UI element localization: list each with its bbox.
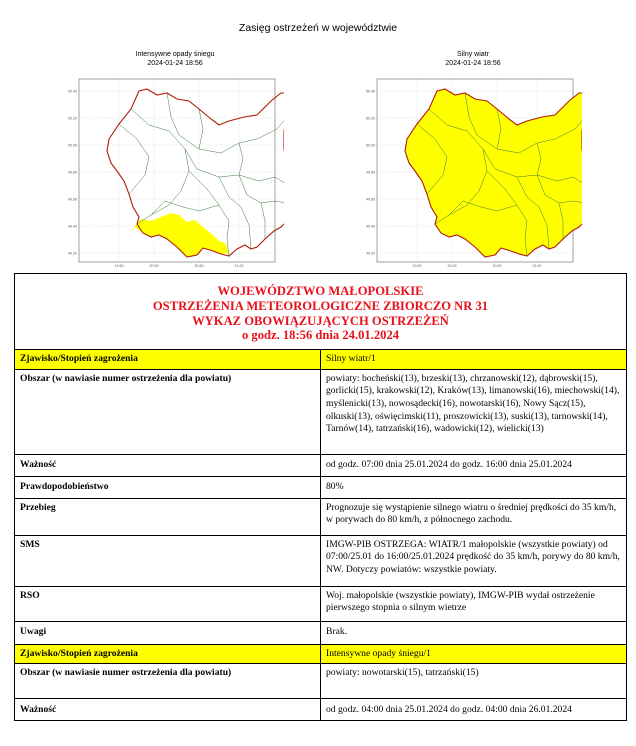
longitude-tick-label: 20.50: [194, 264, 204, 268]
warning-2-area-row: [15, 664, 627, 699]
warning-2-phenomenon-row: [15, 644, 627, 664]
rso-value: Woj. małopolskie (wszystkie powiaty), IMGW-PIB wydał ostrzeżenie pierwszego stopnia o silnym wietrze: [321, 586, 627, 621]
course-label: Przebieg: [15, 498, 321, 535]
map-snow-timestamp: 2024-01-24 18:56: [147, 59, 203, 67]
header-list-title: WYKAZ OBOWIĄZUJĄCYCH OSTRZEŻEŃ: [192, 313, 449, 328]
header-time: o godz. 18:56 dnia 24.01.2024: [241, 328, 400, 343]
warning-1-probability-row: [15, 476, 627, 498]
sms-value: IMGW-PIB OSTRZEGA: WIATR/1 małopolskie (wszystkie powiaty) od 07:00/25.01 do 16:00/25.01.2024 prędkość do 35 km/h, porywy do 80 km/h, NW. Dotyczy powiatów: wszystkie powiaty.: [321, 535, 627, 586]
phenomenon-value: Intensywne opady śniegu/1: [321, 644, 627, 664]
map-wind-caption: [378, 51, 568, 68]
probability-label: Prawdopodobieństwo: [15, 476, 321, 498]
longitude-tick-label: 19.50: [412, 264, 422, 268]
warning-2-validity-row: [15, 699, 627, 721]
latitude-tick-label: 49.60: [366, 197, 375, 202]
probability-value: 80%: [321, 476, 627, 498]
latitude-tick-label: 49.20: [68, 251, 77, 256]
map-snow: [62, 72, 284, 275]
rso-label: RSO: [15, 586, 321, 621]
latitude-tick-label: 49.40: [68, 224, 77, 229]
latitude-tick-label: 50.40: [68, 89, 77, 94]
area-value: powiaty: nowotarski(15), tatrzański(15): [321, 664, 627, 699]
latitude-tick-label: 49.20: [366, 251, 375, 256]
warnings-table: [14, 273, 627, 721]
course-value: Prognozuje się wystąpienie silnego wiatru o średniej prędkości do 35 km/h, w porywach do 80 km/h, z północnego zachodu.: [321, 498, 627, 535]
latitude-tick-label: 50.40: [366, 89, 375, 94]
warning-1-rso-row: [15, 586, 627, 621]
header-bulletin: OSTRZEŻENIA METEOROLOGICZNE ZBIORCZO NR 31: [152, 298, 489, 313]
warning-1-course-row: [15, 498, 627, 535]
warnings-header: [15, 274, 627, 350]
header-region: WOJEWÓDZTWO MAŁOPOLSKIE: [217, 284, 424, 298]
longitude-tick-label: 20.50: [492, 264, 502, 268]
validity-label: Ważność: [15, 699, 321, 721]
validity-value: od godz. 04:00 dnia 25.01.2024 do godz. 04:00 dnia 26.01.2024: [321, 699, 627, 721]
map-wind: [360, 72, 582, 275]
map-snow-caption: [80, 51, 270, 68]
latitude-tick-label: 50.20: [366, 116, 375, 121]
latitude-tick-label: 49.60: [68, 197, 77, 202]
area-value: powiaty: bocheński(13), brzeski(13), chrzanowski(12), dąbrowski(15), gorlicki(15), krakowski(12), Kraków(13), limanowski(16), miechowski(14), myślenicki(13), nowosądecki(16), nowotarski(16), Nowy Sącz(15), olkuski(13), oświęcimski(11), proszowicki(13), suski(13), tarnowski(14), Tarnów(14), tatrzański(16), wadowicki(12), wielicki(13): [321, 369, 627, 454]
page-title: Zasięg ostrzeżeń w województwie: [238, 22, 398, 34]
validity-value: od godz. 07:00 dnia 25.01.2024 do godz. 16:00 dnia 25.01.2024: [321, 454, 627, 476]
phenomenon-label: Zjawisko/Stopień zagrożenia: [15, 350, 321, 370]
longitude-tick-label: 20.00: [447, 264, 457, 268]
warning-1-validity-row: [15, 454, 627, 476]
area-label: Obszar (w nawiasie numer ostrzeżenia dla powiatu): [15, 664, 321, 699]
warning-1-remarks-row: [15, 621, 627, 644]
latitude-tick-label: 50.00: [366, 143, 375, 148]
longitude-tick-label: 19.50: [114, 264, 124, 268]
phenomenon-label: Zjawisko/Stopień zagrożenia: [15, 644, 321, 664]
phenomenon-value: Silny wiatr/1: [321, 350, 627, 370]
validity-label: Ważność: [15, 454, 321, 476]
longitude-tick-label: 20.00: [149, 264, 159, 268]
longitude-tick-label: 21.00: [234, 264, 244, 268]
latitude-tick-label: 49.80: [366, 170, 375, 175]
map-wind-timestamp: 2024-01-24 18:56: [445, 59, 501, 67]
longitude-tick-label: 21.00: [532, 264, 542, 268]
warning-1-area-row: [15, 369, 627, 454]
sms-label: SMS: [15, 535, 321, 586]
area-label: Obszar (w nawiasie numer ostrzeżenia dla powiatu): [15, 369, 321, 454]
warning-1-sms-row: [15, 535, 627, 586]
remarks-label: Uwagi: [15, 621, 321, 644]
latitude-tick-label: 49.40: [366, 224, 375, 229]
latitude-tick-label: 50.20: [68, 116, 77, 121]
latitude-tick-label: 49.80: [68, 170, 77, 175]
map-wind-title: Silny wiatr: [457, 51, 489, 58]
latitude-tick-label: 50.00: [68, 143, 77, 148]
warning-1-phenomenon-row: [15, 350, 627, 370]
remarks-value: Brak.: [321, 621, 627, 644]
map-snow-title: Intensywne opady śniegu: [135, 51, 215, 58]
